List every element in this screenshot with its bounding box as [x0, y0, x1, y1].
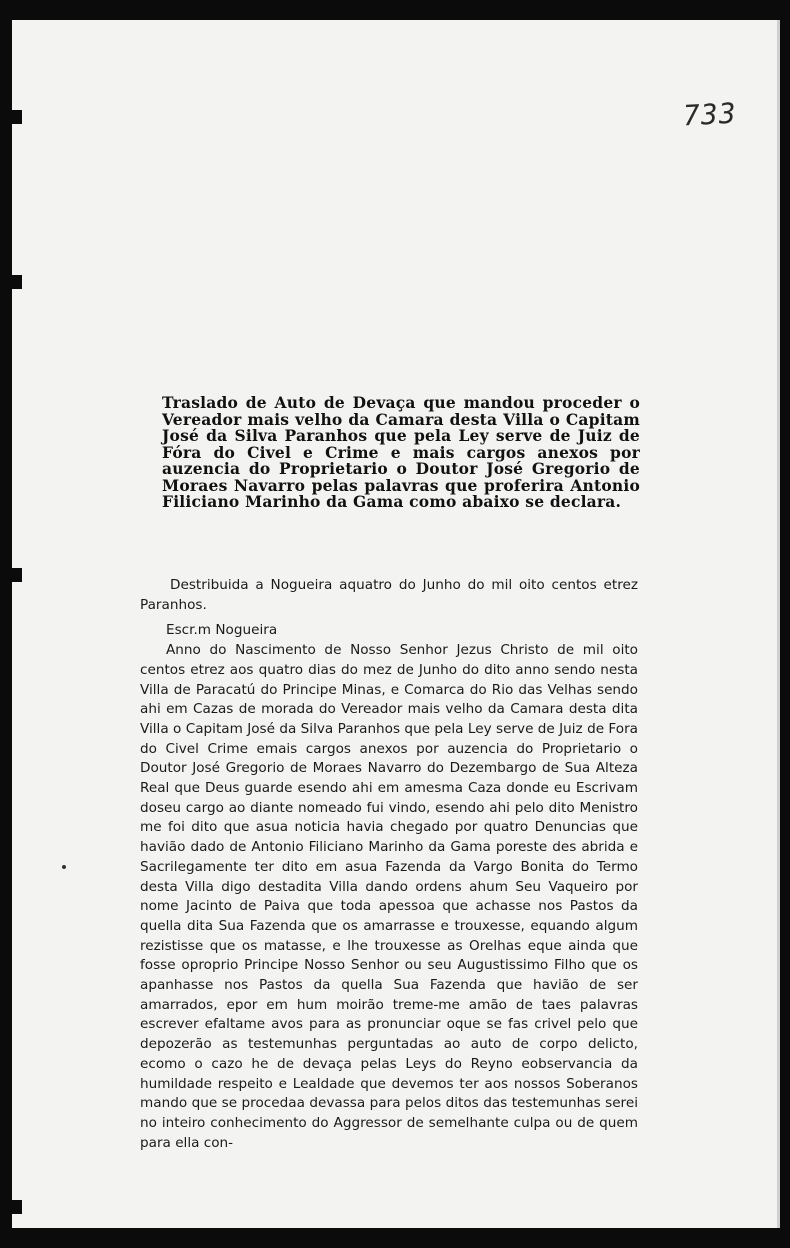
- margin-mark: [12, 275, 22, 289]
- document-body: [140, 576, 638, 1153]
- document-page: [12, 20, 780, 1228]
- main-paragraph: Anno do Nascimento de Nosso Senhor Jezus Christo de mil oito centos etrez aos quatro dias do mez de Junho do dito anno sendo nesta Villa de Paracatú do Principe Minas, e Comarca do Rio das Velhas sendo ahi em Cazas de morada do Vereador mais velho da Camara desta dita Villa o Capitam José da Silva Paranhos que pela Ley serve de Juiz de Fora do Civel Crime emais cargos anexos por auzencia do Proprietario o Doutor José Gregorio de Moraes Navarro do Dezembargo de Sua Alteza Real que Deus guarde esendo ahi em amesma Caza donde eu Escrivam doseu cargo ao diante nomeado fui vindo, esendo ahi pelo dito Menistro me foi dito que asua noticia havia chegado por quatro Denuncias que havião dado de Antonio Filiciano Marinho da Gama poreste des abrida e Sacrilegamente ter dito em asua Fazenda da Vargo Bonita do Termo desta Villa digo destadita Villa dando ordens ahum Seu Vaqueiro por nome Jacinto de Paiva que toda apessoa que achasse nos Pastos da quella dita Sua Fazenda que os amarrasse e trouxesse, equando algum rezistisse que os matasse, e lhe trouxesse as Orelhas eque ainda que fosse oproprio Principe Nosso Senhor ou seu Augustissimo Filho que os apanhasse nos Pastos da quella Sua Fazenda que havião de ser amarrados, epor em hum moirão treme-me amão de taes palavras escrever efaltame avos para as pronunciar oque se fas crivel pelo que depozerão as testemunhas perguntadas ao auto de corpo delicto, ecomo o cazo he de devaça pelas Leys do Reyno eobservancia da humildade respeito e Lealdade que devemos ter aos nossos Soberanos mando que se procedaa devassa para pelos ditos das testemunhas serei no inteiro conhecimento do Aggressor de semelhante culpa ou de quem para ella con-: [140, 642, 638, 1151]
- margin-mark: [12, 110, 22, 124]
- margin-mark: [12, 1200, 22, 1214]
- distribution-note: Destribuida a Nogueira aquatro do Junho do mil oito centos etrez Paranhos.: [140, 577, 638, 613]
- page-number: 733: [682, 96, 738, 133]
- stray-mark: [62, 865, 66, 869]
- margin-mark: [12, 568, 22, 582]
- document-title: Traslado de Auto de Devaça que mandou proceder o Vereador mais velho da Camara desta Villa o Capitam José da Silva Paranhos que pela Ley serve de Juiz de Fóra do Civel e Crime e mais cargos anexos por auzencia do Proprietario o Doutor José Gregorio de Moraes Navarro pelas palavras que proferira Antonio Filiciano Marinho da Gama como abaixo se declara.: [162, 393, 640, 511]
- escrivao-line: Escr.m Nogueira: [166, 622, 278, 639]
